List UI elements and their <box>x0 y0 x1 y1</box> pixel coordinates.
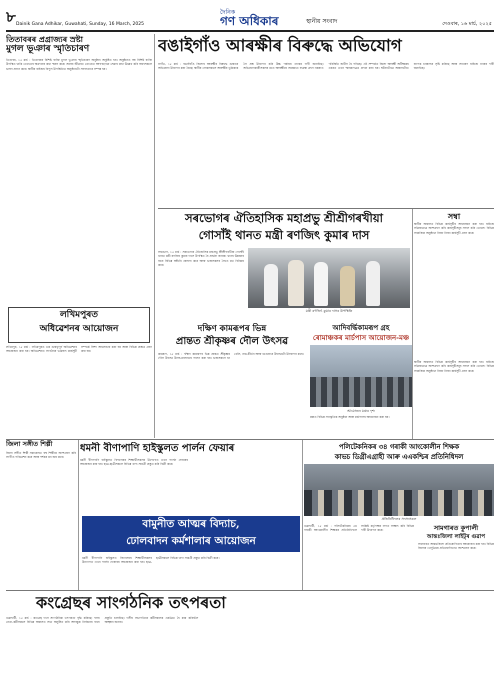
exam-headline-line2: কাভচ ডিগ্ৰীএগ্ৰাহী আৰু এএকশ্চিৰ প্ৰতিনিধিদল <box>334 453 464 461</box>
music-story <box>6 440 76 590</box>
left-top-story <box>6 34 152 300</box>
masthead <box>6 6 494 30</box>
exam-body: গুৱাহাটী, ১৫ মাৰ্চ : পলিটেকনিকৰ ৩৪ গৰাকী আংকোলীন শিক্ষকৰ প্ৰতিনিধিদলে সংশ্লিষ্ট কৰ্তৃপক্ষৰ লগত সাক্ষাৎ কৰি বিভিন্ন দাবী উত্থাপন কৰে। <box>304 524 414 533</box>
gosain-story <box>158 210 410 320</box>
gosain-headline-line1: সৰভোগৰ ঐতিহাসিক মহাপ্ৰভু শ্ৰীশ্ৰীগৰখীয়া <box>185 211 383 225</box>
right-column-body-lower: স্থানীয় অঞ্চলত বিভিন্ন কাৰ্যসূচীৰ আয়োজন কৰা হয়। ৰাইজে সক্ৰিয়ভাৱে অংশগ্ৰহণ কৰি কাৰ্যসূচীসমূহ সফল কৰি তোলে। বিভিন্ন সামাজিক অনুষ্ঠানে নিজা নিজা কাৰ্যসূচী গ্ৰহণ কৰে। <box>414 360 494 373</box>
section-label: স্থানীয় সংবাদ <box>306 18 338 25</box>
exam-photo <box>304 464 494 516</box>
fair-headline: ধমনী বীণাপাণি হাইস্কুলত পাৰ্লন ফেয়াৰ <box>80 443 235 454</box>
right-column-body: স্থানীয় অঞ্চলত বিভিন্ন কাৰ্যসূচীৰ আয়োজন কৰা হয়। ৰাইজে সক্ৰিয়ভাৱে অংশগ্ৰহণ কৰি কাৰ্যসূচীসমূহ সফল কৰি তোলে। বিভিন্ন সামাজিক অনুষ্ঠানে নিজা নিজা কাৰ্যসূচী গ্ৰহণ কৰে। <box>414 222 494 235</box>
adhibanga-body: মঞ্চত বিভিন্ন সাংস্কৃতিক অনুষ্ঠান আৰু মাৰ্চপাসৰ আয়োজন কৰা হয়। <box>310 415 390 419</box>
exam-headline-line1: পলিটেকনিকৰ ৩৪ গৰাকী আংকোলীন শিক্ষক <box>338 443 460 451</box>
music-kicker: জিলা সঙ্গীত শিল্পী <box>6 440 53 448</box>
page-number: ৮ <box>6 8 16 26</box>
row-divider <box>158 208 494 209</box>
adhibanga-story <box>310 323 412 440</box>
fair-body: ধমনী বীণাপাণি হাইস্কুলত বিদ্যালয়ৰ শিক্ষাৰ্থীসকলৰ উদ্যোগত এখন পাৰ্লন ফেয়াৰৰ আয়োজন কৰা হয়। ছাত্ৰ-ছাত্ৰীসকলে বিভিন্ন খাদ্য সামগ্ৰী প্ৰস্তুত কৰি বিক্ৰী কৰে। <box>80 458 188 467</box>
exam-photo-caption: প্ৰতিনিধিদলৰ সদস্যসকল <box>381 517 417 521</box>
row-divider <box>6 590 494 591</box>
kamrup-body: কামৰূপ, ১৫ মাৰ্চ : দক্ষিণ কামৰূপৰ ভিন্ন প্ৰান্তত শ্ৰীকৃষ্ণৰ দৌল উৎসৱ উলহ-মালহেৰে পালন কৰা হয়। ভক্তসকলে ৰং খেলি, নাম-কীৰ্তন আৰু ভাওনাৰে উৎসৱটো উদযাপন কৰে। <box>158 352 304 361</box>
congress-headline: কংগ্ৰেছৰ সাংগঠনিক তৎপৰতা <box>36 593 226 612</box>
photo-figure-5 <box>366 261 380 306</box>
kamrup-headline: প্ৰান্তত শ্ৰীকৃষ্ণৰ দৌল উৎসৱ <box>175 336 289 347</box>
adhibanga-kicker: আদিবৰ্দ্ধিকামৰূপ গ্ৰহ <box>332 323 390 332</box>
banner-box <box>82 516 300 552</box>
banner-headline-line1: বামুনীত আত্মৰ বিদ্যাচ, <box>142 518 240 530</box>
lakhimpur-box <box>8 307 150 343</box>
masthead-rule <box>6 30 494 32</box>
lead-body: নগাঁও, ১৫ মাৰ্চ : বঙাইগাঁও জিলাৰ আৰক্ষীৰ বিৰুদ্ধে গুৰুতৰ অভিযোগ উত্থাপন কৰা হৈছে। স্থানীয় লোকসকলে আৰক্ষীৰ ভূমিকাক লৈ প্ৰশ্ন উত্থাপন কৰি উচ্চ পৰ্যায়ৰ তদন্তৰ দাবী জনাইছে। অভিযোগকাৰীসকলৰ মতে আৰক্ষীয়ে সময়মতে ব্যৱস্থা গ্ৰহণ নকৰাত পৰিস্থিতি জটিল হৈ পৰিছে। এই সম্পৰ্কত জিলা আৰক্ষী অধীক্ষকৰ ওচৰত এখন স্মাৰকপত্ৰও প্ৰদান কৰা হয়। ঘটনাটোৱে অঞ্চলটোত ব্যাপক চাঞ্চল্যৰ সৃষ্টি কৰিছে আৰু সাধাৰণ ৰাইজে ন্যায়ৰ দাবী জনাইছে। <box>158 62 494 71</box>
lead-headline: বঙাইগাঁও আৰক্ষীৰ বিৰুদ্ধে অভিযোগ <box>158 36 402 55</box>
sports-headline-line1: সামগাৰত কুপালী <box>433 524 479 532</box>
fair-story <box>80 442 300 512</box>
column-divider <box>78 440 79 590</box>
brand-logo: গণ অধিকাৰ <box>220 14 279 28</box>
photo-figure-1 <box>264 264 278 306</box>
column-divider <box>412 208 413 440</box>
adhibanga-photo-caption: আয়োজন মঞ্চৰ দৃশ্য <box>347 409 375 413</box>
lakhimpur-body: লখিমপুৰ, ১৫ মাৰ্চ : লখিমপুৰত এক গুৰুত্বপূৰ্ণ অধিৱেশনৰ আয়োজন কৰা হয়। অধিৱেশনত সংগঠনৰ ভৱিষ্যৎ কাৰ্যসূচী সম্পৰ্কে বিশদ আলোচনা কৰা হয় আৰু বিভিন্ন প্ৰস্তাৱ গ্ৰহণ কৰা হয়। <box>6 345 152 354</box>
middle-filler-body: ধমনী বীণাপাণি হাইস্কুলত বিদ্যালয়ৰ শিক্ষাৰ্থীসকলৰ উদ্যোগত এখন পাৰ্লন ফেয়াৰৰ আয়োজন কৰা হয়। ছাত্ৰ-ছাত্ৰীসকলে বিভিন্ন খাদ্য সামগ্ৰী প্ৰস্তুত কৰি বিক্ৰী কৰে। <box>82 556 220 565</box>
row-divider <box>6 439 494 440</box>
right-column-title: সম্বা <box>447 211 461 221</box>
sports-body: সামগাৰত আন্তঃজিলা প্ৰতিযোগিতাৰ আয়োজন কৰা হয়। বিভিন্ন জিলাৰ খেলুৱৈয়ে প্ৰতিযোগিতাত অংশগ্ৰহণ কৰে। <box>418 542 494 551</box>
lakhimpur-headline-line1: লখিমপুৰত <box>59 310 99 320</box>
column-divider <box>302 440 303 590</box>
photo-people-row <box>304 490 494 516</box>
gosain-headline-line2: গোসাঁই থানত মন্ত্ৰী ৰণজিৎ কুমাৰ দাস <box>198 228 370 242</box>
music-body: জিলা সঙ্গীত শিল্পী সমাৰোহত বহু শিল্পীয়ে অংশগ্ৰহণ কৰি সংগীত পৰিৱেশন কৰে আৰু দৰ্শকৰ মন জয় কৰে। <box>6 451 76 460</box>
congress-story <box>6 592 494 694</box>
photo-figure-4 <box>340 266 355 306</box>
right-column <box>414 210 494 355</box>
congress-body: গুৱাহাটী, ১৫ মাৰ্চ : কংগ্ৰেছ দলে সাংগঠনিক তৎপৰতা বৃদ্ধি কৰিছে। দলৰ নেতা-কৰ্মীসকলে বিভিন্ন অঞ্চলত সভা অনুষ্ঠিত কৰি আগন্তুক নিৰ্বাচনৰ বাবে প্ৰস্তুতি চলাইছে। দলীয় সভাপতিয়ে কৰ্মীসকলক একত্ৰিত হৈ কাম কৰিবলৈ আহ্বান জনায়। <box>6 616 199 625</box>
photo-figure-2 <box>288 260 304 306</box>
kamrup-story <box>158 323 306 440</box>
adhibanga-photo <box>310 345 412 407</box>
exam-story <box>304 442 494 590</box>
column-divider <box>154 34 155 438</box>
photo-figure-3 <box>314 262 328 306</box>
lakhimpur-headline-line2: অধিৱেশনৰ আয়োজন <box>39 324 119 334</box>
left-top-headline: মুগল ভূঞাৰ স্মৃতিচাৰণ <box>6 44 90 54</box>
left-top-body: তিতাবৰ, ১৫ মাৰ্চ : তিতাবৰৰ বিশিষ্ট ব্যক্তি মুগল ভূঞাৰ স্মৃতিচাৰণ অনুষ্ঠান অনুষ্ঠিত হয়। অনুষ্ঠানত বহু বিশিষ্ট ব্যক্তি উপস্থিত থাকি তেখেতৰ অৱদানৰ কথা স্মৰণ কৰে। সমাজ জীৱনত তেখেতে আগবঢ়োৱা সেৱাৰ কথা উল্লেখ কৰি বক্তাসকলে ভাষণ প্ৰদান কৰে। স্থানীয় ৰাইজৰ বিপুল উপস্থিতিত অনুষ্ঠানটো সফলতাৰে সম্পন্ন হয়। <box>6 58 152 71</box>
adhibanga-headline: ৰোমাঞ্চকৰ মাৰ্চপাস আয়োজন-মঞ্চ <box>312 333 410 342</box>
sports-headline-line2: আন্তঃজিলা লাইট্‌ৰ গুৱাপ <box>426 534 486 540</box>
left-top-kicker: তিতাবৰৰ প্ৰগ্ৰাজ্যৰ স্ৰষ্টা <box>6 34 83 44</box>
sports-story <box>418 524 494 588</box>
gosain-body: সৰভোগ, ১৫ মাৰ্চ : সৰভোগৰ ঐতিহাসিক মহাপ্ৰভু শ্ৰীশ্ৰীগৰখীয়া গোসাঁই থানত মন্ত্ৰী ৰণজিৎ কুমাৰ দাসে উপস্থিত হৈ প্ৰাৰ্থনা জনায়। থানৰ উন্নয়নৰ বাবে বিভিন্ন আঁচনি ঘোষণা কৰে আৰু ভক্তসকলৰ সৈতে মত বিনিময় কৰে। <box>158 250 244 268</box>
gosain-photo-caption: মন্ত্ৰী ৰণজিৎ কুমাৰ দাসৰ উপস্থিতি <box>305 309 353 313</box>
banner-headline-line2: ঢোলবাদন কৰ্মশালাৰ আয়োজন <box>126 535 256 547</box>
gosain-photo <box>248 248 410 308</box>
masthead-prefix: দৈনিক <box>220 9 236 16</box>
photo-crowd <box>310 377 412 407</box>
kamrup-kicker: দক্ষিণ কামৰূপৰ ভিন্ন <box>197 324 267 334</box>
date-line: দেওবাৰ, ১৬ মাৰ্চ, ২০২৫ <box>442 21 492 27</box>
edition-line: Dainik Gana Adhikar, Guwahati, Sunday, 16 March, 2025 <box>16 22 144 27</box>
